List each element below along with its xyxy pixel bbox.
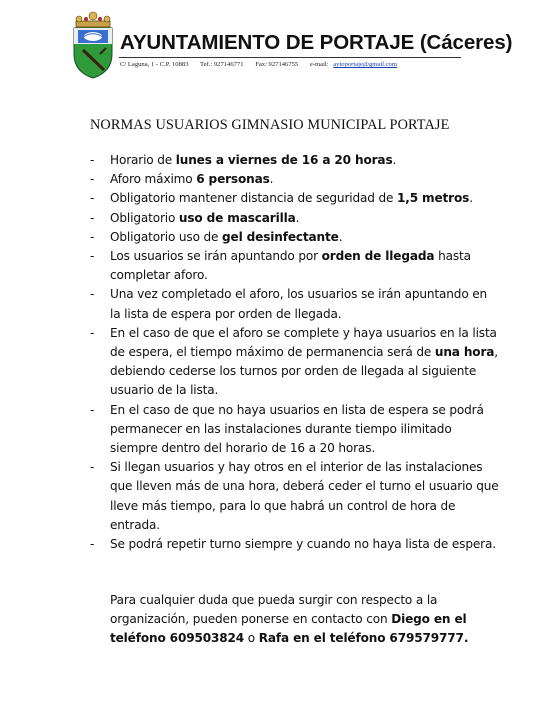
contact-diego: Diego en el teléfono 609503824: [110, 612, 467, 646]
rule-emphasis: gel desinfectante: [222, 229, 339, 244]
rule-emphasis: uso de mascarilla: [178, 210, 296, 225]
rule-text: Aforo máximo: [110, 172, 197, 187]
email-link[interactable]: aytoportaje@gmail.com: [333, 61, 397, 68]
rule-emphasis: una hora: [434, 345, 495, 360]
rule-text: .: [295, 210, 300, 225]
rule-text: hasta completar aforo.: [110, 249, 471, 283]
rule-text: Obligatorio uso de: [110, 229, 223, 244]
rule-text: Una vez completado el aforo, los usuarios se irán apuntando en la lista de espera por orden de llegada.: [110, 287, 488, 321]
contact-paragraph: [110, 591, 510, 649]
rule-text: En el caso de que el aforo se complete y haya usuarios en la lista de espera, el tiempo máximo de permanencia será de: [110, 325, 497, 360]
contact-intro: Para cualquier duda que pueda surgir con respecto a la organización, pueden ponerse en contacto con: [110, 593, 438, 627]
list-dash: -: [90, 191, 95, 206]
header-divider: [119, 57, 461, 58]
rule-text: .: [392, 153, 397, 167]
rule-text: .: [469, 191, 473, 206]
list-item: [90, 151, 500, 170]
list-item: [90, 324, 500, 401]
rule-text: Obligatorio mantener distancia de seguridad de: [110, 191, 397, 206]
list-dash: -: [90, 325, 95, 340]
contact-connector: o: [244, 631, 259, 646]
list-dash: -: [90, 229, 95, 244]
list-dash: -: [90, 172, 95, 187]
rules-list: [90, 151, 500, 554]
list-item: [90, 401, 500, 459]
list-item: [90, 228, 500, 247]
rule-text: Los usuarios se irán apuntando por: [110, 249, 322, 264]
email-label: e-mail:: [309, 61, 329, 68]
rule-emphasis: lunes a viernes de 16 a 20 horas: [175, 153, 393, 167]
list-dash: -: [90, 210, 95, 225]
rule-text: En el caso de que no haya usuarios en lista de espera se podrá permanecer en las instalaciones durante tiempo ilimitado siempre dentro del horario de 16 a 20 horas.: [110, 402, 484, 456]
address: C/ Laguna, 1 - C.P. 10883: [120, 61, 189, 68]
list-dash: -: [90, 153, 95, 167]
coat-of-arms-icon: [70, 10, 116, 80]
rule-emphasis: 1,5 metros: [397, 191, 470, 206]
list-item: [90, 189, 500, 208]
phone: Tef.: 927146771: [200, 61, 244, 68]
contact-line: [120, 61, 440, 68]
list-item: [90, 285, 500, 323]
list-dash: -: [90, 537, 95, 552]
list-item: [90, 458, 500, 535]
list-dash: -: [90, 402, 95, 417]
rule-text: Si llegan usuarios y hay otros en el interior de las instalaciones que lleven más de una hora, deberá ceder el turno el usuario que lleve más tiempo, para lo que habrá un control de hora de entrada.: [110, 460, 499, 532]
list-item: [90, 535, 500, 554]
rule-text: Se podrá repetir turno siempre y cuando no haya lista de espera.: [110, 537, 496, 552]
rule-text: Horario de: [110, 153, 176, 167]
rule-text: .: [338, 229, 343, 244]
rule-emphasis: orden de llegada: [321, 249, 435, 264]
list-item: [90, 247, 500, 285]
rule-text: , debiendo cederse los turnos por orden de llegada al siguiente usuario de la lista.: [110, 345, 498, 398]
organization-name: AYUNTAMIENTO DE PORTAJE (Cáceres): [120, 31, 513, 54]
rule-text: .: [269, 172, 274, 187]
document-title: NORMAS USUARIOS GIMNASIO MUNICIPAL PORTAJE: [90, 117, 450, 133]
rule-emphasis: 6 personas: [196, 172, 270, 187]
list-item: [90, 170, 500, 189]
list-dash: -: [90, 460, 95, 475]
fax: Fax: 927146755: [255, 61, 299, 68]
list-item: [90, 209, 500, 228]
contact-rafa: Rafa en el teléfono 679579777.: [258, 631, 469, 646]
list-dash: -: [90, 287, 95, 302]
rule-text: Obligatorio: [110, 210, 179, 225]
list-dash: -: [90, 249, 95, 264]
